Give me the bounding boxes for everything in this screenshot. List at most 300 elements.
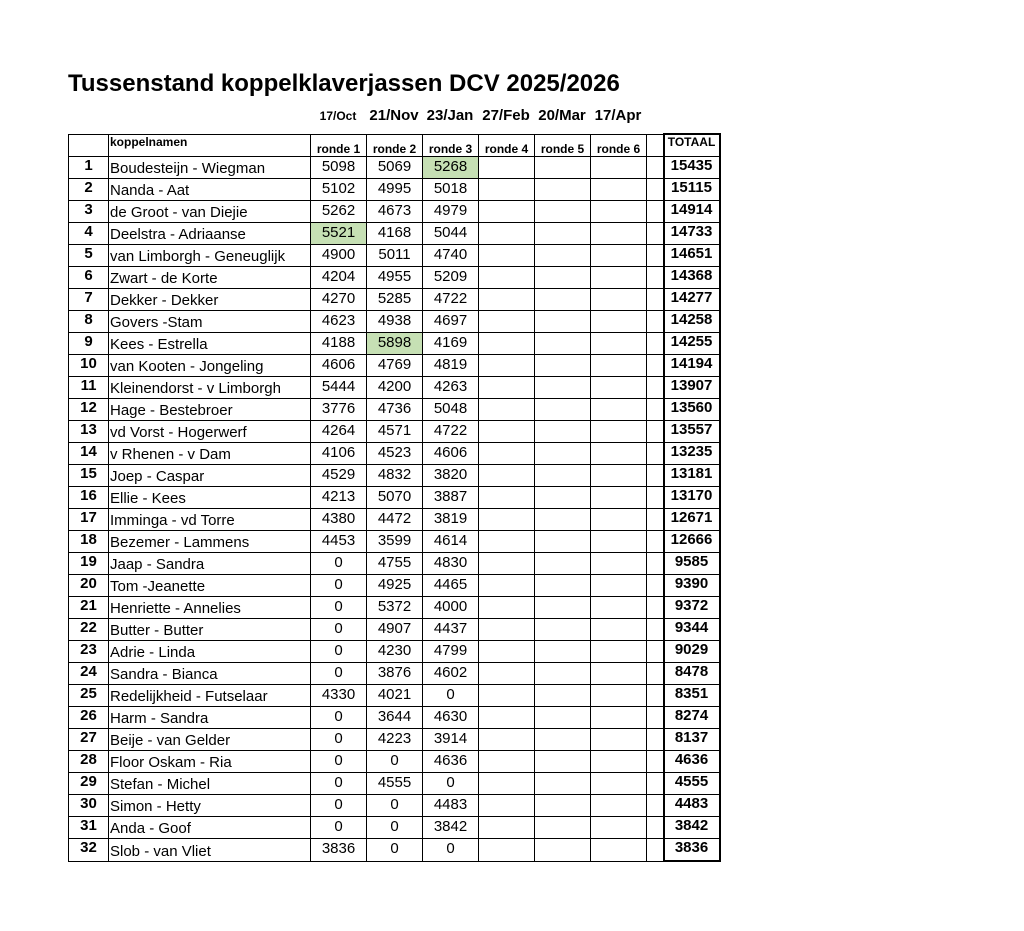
row-position: 23 — [69, 641, 109, 663]
row-gap — [647, 663, 664, 685]
couple-name: Imminga - vd Torre — [109, 509, 311, 531]
round-3-score: 5044 — [423, 223, 479, 245]
round-2-score: 4736 — [367, 399, 423, 421]
round-4-score — [479, 839, 535, 862]
header-round-6: ronde 6 — [591, 134, 647, 157]
total-score: 9372 — [664, 597, 720, 619]
round-6-score — [591, 817, 647, 839]
round-1-score: 5444 — [311, 377, 367, 399]
round-2-score: 4223 — [367, 729, 423, 751]
round-4-score — [479, 751, 535, 773]
round-3-score: 4483 — [423, 795, 479, 817]
round-1-score: 0 — [311, 751, 367, 773]
row-position: 17 — [69, 509, 109, 531]
table-row — [69, 421, 720, 443]
row-position: 3 — [69, 201, 109, 223]
row-gap — [647, 817, 664, 839]
couple-name: Zwart - de Korte — [109, 267, 311, 289]
round-2-score: 4021 — [367, 685, 423, 707]
row-gap — [647, 223, 664, 245]
table-row — [69, 685, 720, 707]
round-6-score — [591, 465, 647, 487]
round-6-score — [591, 773, 647, 795]
round-4-score — [479, 355, 535, 377]
row-gap — [647, 531, 664, 553]
table-row — [69, 729, 720, 751]
round-2-score: 0 — [367, 795, 423, 817]
row-position: 29 — [69, 773, 109, 795]
round-5-score — [535, 443, 591, 465]
total-score: 4636 — [664, 751, 720, 773]
round-6-score — [591, 795, 647, 817]
round-3-score: 5268 — [423, 157, 479, 179]
round-6-score — [591, 531, 647, 553]
table-row — [69, 641, 720, 663]
round-2-score: 4995 — [367, 179, 423, 201]
round-5-score — [535, 597, 591, 619]
round-6-score — [591, 421, 647, 443]
round-1-score: 4453 — [311, 531, 367, 553]
round-1-score: 3776 — [311, 399, 367, 421]
round-6-score — [591, 729, 647, 751]
round-3-score: 3842 — [423, 817, 479, 839]
row-gap — [647, 443, 664, 465]
total-score: 14194 — [664, 355, 720, 377]
round-1-score: 4264 — [311, 421, 367, 443]
row-gap — [647, 245, 664, 267]
round-4-score — [479, 619, 535, 641]
couple-name: Floor Oskam - Ria — [109, 751, 311, 773]
round-3-score: 4614 — [423, 531, 479, 553]
row-gap — [647, 575, 664, 597]
row-gap — [647, 619, 664, 641]
round-1-score: 0 — [311, 553, 367, 575]
total-score: 8478 — [664, 663, 720, 685]
round-4-score — [479, 377, 535, 399]
round-1-score: 4188 — [311, 333, 367, 355]
round-6-score — [591, 377, 647, 399]
round-1-score: 0 — [311, 795, 367, 817]
round-5-score — [535, 487, 591, 509]
row-position: 20 — [69, 575, 109, 597]
couple-name: Adrie - Linda — [109, 641, 311, 663]
round-6-score — [591, 619, 647, 641]
round-1-score: 3836 — [311, 839, 367, 862]
total-score: 14733 — [664, 223, 720, 245]
round-3-score: 4636 — [423, 751, 479, 773]
round-1-score: 4623 — [311, 311, 367, 333]
round-2-score: 4938 — [367, 311, 423, 333]
row-position: 1 — [69, 157, 109, 179]
round-4-score — [479, 685, 535, 707]
table-row — [69, 773, 720, 795]
round-4-score — [479, 201, 535, 223]
round-6-score — [591, 355, 647, 377]
row-position: 25 — [69, 685, 109, 707]
round-1-score: 4529 — [311, 465, 367, 487]
row-gap — [647, 355, 664, 377]
total-score: 14258 — [664, 311, 720, 333]
round-5-score — [535, 641, 591, 663]
row-gap — [647, 509, 664, 531]
round-1-score: 0 — [311, 729, 367, 751]
round-1-score: 0 — [311, 597, 367, 619]
total-score: 8351 — [664, 685, 720, 707]
row-position: 26 — [69, 707, 109, 729]
round-4-score — [479, 311, 535, 333]
round-3-score: 5209 — [423, 267, 479, 289]
row-gap — [647, 839, 664, 862]
header-round-3: ronde 3 — [423, 134, 479, 157]
round-2-score: 5070 — [367, 487, 423, 509]
round-5-score — [535, 289, 591, 311]
round-5-score — [535, 729, 591, 751]
round-6-score — [591, 311, 647, 333]
row-gap — [647, 685, 664, 707]
table-row — [69, 443, 720, 465]
round-3-score: 4819 — [423, 355, 479, 377]
date-round-6: 17/Apr — [594, 107, 642, 124]
round-3-score: 4722 — [423, 421, 479, 443]
round-3-score: 5018 — [423, 179, 479, 201]
round-3-score: 4799 — [423, 641, 479, 663]
round-2-score: 4832 — [367, 465, 423, 487]
total-score: 4555 — [664, 773, 720, 795]
row-gap — [647, 641, 664, 663]
round-1-score: 0 — [311, 619, 367, 641]
row-position: 16 — [69, 487, 109, 509]
round-1-score: 0 — [311, 663, 367, 685]
total-score: 8137 — [664, 729, 720, 751]
round-1-score: 4900 — [311, 245, 367, 267]
row-position: 19 — [69, 553, 109, 575]
round-5-score — [535, 377, 591, 399]
row-position: 9 — [69, 333, 109, 355]
table-row — [69, 817, 720, 839]
round-6-score — [591, 443, 647, 465]
row-position: 21 — [69, 597, 109, 619]
round-4-score — [479, 641, 535, 663]
date-round-2: 21/Nov — [369, 107, 419, 124]
round-1-score: 0 — [311, 575, 367, 597]
round-5-score — [535, 685, 591, 707]
table-row — [69, 509, 720, 531]
round-6-score — [591, 641, 647, 663]
row-position: 14 — [69, 443, 109, 465]
round-4-score — [479, 333, 535, 355]
total-score: 12671 — [664, 509, 720, 531]
total-score: 14255 — [664, 333, 720, 355]
header-pos — [69, 134, 109, 157]
round-3-score: 3820 — [423, 465, 479, 487]
round-3-score: 4169 — [423, 333, 479, 355]
couple-name: Nanda - Aat — [109, 179, 311, 201]
round-6-score — [591, 289, 647, 311]
table-row — [69, 223, 720, 245]
round-3-score: 4465 — [423, 575, 479, 597]
round-2-score: 4230 — [367, 641, 423, 663]
round-4-score — [479, 399, 535, 421]
round-1-score: 0 — [311, 641, 367, 663]
round-4-score — [479, 179, 535, 201]
round-2-score: 4472 — [367, 509, 423, 531]
couple-name: Harm - Sandra — [109, 707, 311, 729]
row-gap — [647, 773, 664, 795]
round-4-score — [479, 531, 535, 553]
table-row — [69, 333, 720, 355]
round-2-score: 5011 — [367, 245, 423, 267]
round-1-score: 5262 — [311, 201, 367, 223]
couple-name: Slob - van Vliet — [109, 839, 311, 862]
round-3-score: 3887 — [423, 487, 479, 509]
round-1-score: 0 — [311, 773, 367, 795]
couple-name: Ellie - Kees — [109, 487, 311, 509]
header-gap — [647, 134, 664, 157]
round-5-score — [535, 817, 591, 839]
round-5-score — [535, 421, 591, 443]
total-score: 9390 — [664, 575, 720, 597]
round-3-score: 4602 — [423, 663, 479, 685]
round-3-score: 4606 — [423, 443, 479, 465]
total-score: 12666 — [664, 531, 720, 553]
round-2-score: 4769 — [367, 355, 423, 377]
row-position: 12 — [69, 399, 109, 421]
round-5-score — [535, 751, 591, 773]
round-4-score — [479, 729, 535, 751]
header-round-4: ronde 4 — [479, 134, 535, 157]
row-gap — [647, 377, 664, 399]
date-round-1: 17/Oct — [319, 109, 357, 123]
couple-name: Govers -Stam — [109, 311, 311, 333]
round-2-score: 4925 — [367, 575, 423, 597]
table-row — [69, 465, 720, 487]
round-1-score: 4270 — [311, 289, 367, 311]
total-score: 13181 — [664, 465, 720, 487]
round-1-score: 5098 — [311, 157, 367, 179]
table-row — [69, 531, 720, 553]
row-position: 11 — [69, 377, 109, 399]
round-6-score — [591, 597, 647, 619]
round-6-score — [591, 201, 647, 223]
total-score: 14277 — [664, 289, 720, 311]
round-2-score: 5285 — [367, 289, 423, 311]
row-position: 32 — [69, 839, 109, 862]
round-5-score — [535, 795, 591, 817]
total-score: 15115 — [664, 179, 720, 201]
round-3-score: 0 — [423, 685, 479, 707]
couple-name: Henriette - Annelies — [109, 597, 311, 619]
round-3-score: 4000 — [423, 597, 479, 619]
round-2-score: 4523 — [367, 443, 423, 465]
round-2-score: 5372 — [367, 597, 423, 619]
round-2-score: 4555 — [367, 773, 423, 795]
round-6-score — [591, 245, 647, 267]
couple-name: Stefan - Michel — [109, 773, 311, 795]
round-5-score — [535, 333, 591, 355]
header-round-2: ronde 2 — [367, 134, 423, 157]
couple-name: Bezemer - Lammens — [109, 531, 311, 553]
table-row — [69, 311, 720, 333]
couple-name: van Kooten - Jongeling — [109, 355, 311, 377]
couple-name: Kees - Estrella — [109, 333, 311, 355]
round-2-score: 4571 — [367, 421, 423, 443]
round-2-score: 4673 — [367, 201, 423, 223]
round-2-score: 0 — [367, 751, 423, 773]
round-4-score — [479, 289, 535, 311]
row-position: 22 — [69, 619, 109, 641]
table-row — [69, 795, 720, 817]
round-1-score: 4330 — [311, 685, 367, 707]
couple-name: Joep - Caspar — [109, 465, 311, 487]
round-3-score: 5048 — [423, 399, 479, 421]
couple-name: Deelstra - Adriaanse — [109, 223, 311, 245]
round-3-score: 0 — [423, 773, 479, 795]
row-position: 8 — [69, 311, 109, 333]
round-2-score: 4168 — [367, 223, 423, 245]
round-4-score — [479, 223, 535, 245]
round-5-score — [535, 355, 591, 377]
round-6-score — [591, 839, 647, 862]
round-1-score: 0 — [311, 817, 367, 839]
total-score: 3836 — [664, 839, 720, 862]
couple-name: Anda - Goof — [109, 817, 311, 839]
total-score: 4483 — [664, 795, 720, 817]
couple-name: Sandra - Bianca — [109, 663, 311, 685]
row-position: 6 — [69, 267, 109, 289]
round-3-score: 4263 — [423, 377, 479, 399]
row-gap — [647, 399, 664, 421]
round-1-score: 4204 — [311, 267, 367, 289]
row-gap — [647, 311, 664, 333]
round-1-score: 0 — [311, 707, 367, 729]
total-score: 14651 — [664, 245, 720, 267]
row-position: 2 — [69, 179, 109, 201]
round-4-score — [479, 157, 535, 179]
round-4-score — [479, 663, 535, 685]
round-1-score: 4380 — [311, 509, 367, 531]
round-3-score: 4722 — [423, 289, 479, 311]
couple-name: v Rhenen - v Dam — [109, 443, 311, 465]
page-title: Tussenstand koppelklaverjassen DCV 2025/2026 — [68, 70, 620, 97]
round-1-score: 4606 — [311, 355, 367, 377]
round-6-score — [591, 267, 647, 289]
round-6-score — [591, 157, 647, 179]
round-4-score — [479, 465, 535, 487]
table-row — [69, 839, 720, 862]
round-2-score: 4200 — [367, 377, 423, 399]
round-4-score — [479, 443, 535, 465]
date-round-4: 27/Feb — [482, 107, 530, 124]
total-score: 13170 — [664, 487, 720, 509]
round-2-score: 0 — [367, 839, 423, 862]
row-gap — [647, 333, 664, 355]
round-3-score: 4830 — [423, 553, 479, 575]
table-row — [69, 399, 720, 421]
table-row — [69, 245, 720, 267]
round-4-score — [479, 707, 535, 729]
round-5-score — [535, 773, 591, 795]
couple-name: van Limborgh - Geneuglijk — [109, 245, 311, 267]
round-6-score — [591, 707, 647, 729]
row-gap — [647, 289, 664, 311]
total-score: 8274 — [664, 707, 720, 729]
total-score: 13907 — [664, 377, 720, 399]
round-4-score — [479, 575, 535, 597]
row-gap — [647, 421, 664, 443]
couple-name: Jaap - Sandra — [109, 553, 311, 575]
standings-table — [68, 133, 721, 862]
round-4-score — [479, 597, 535, 619]
round-2-score: 0 — [367, 817, 423, 839]
row-gap — [647, 267, 664, 289]
row-gap — [647, 157, 664, 179]
round-4-score — [479, 795, 535, 817]
round-2-score: 3876 — [367, 663, 423, 685]
table-row — [69, 179, 720, 201]
row-gap — [647, 751, 664, 773]
round-5-score — [535, 311, 591, 333]
table-row — [69, 157, 720, 179]
round-3-score: 4979 — [423, 201, 479, 223]
row-position: 13 — [69, 421, 109, 443]
round-1-score: 5521 — [311, 223, 367, 245]
table-row — [69, 597, 720, 619]
round-5-score — [535, 663, 591, 685]
round-2-score: 4955 — [367, 267, 423, 289]
round-4-score — [479, 267, 535, 289]
round-5-score — [535, 575, 591, 597]
round-5-score — [535, 267, 591, 289]
round-3-score: 4740 — [423, 245, 479, 267]
round-6-score — [591, 333, 647, 355]
round-4-score — [479, 773, 535, 795]
couple-name: Dekker - Dekker — [109, 289, 311, 311]
header-total: TOTAAL — [664, 134, 720, 157]
round-5-score — [535, 707, 591, 729]
date-round-5: 20/Mar — [538, 107, 586, 124]
round-5-score — [535, 531, 591, 553]
total-score: 13557 — [664, 421, 720, 443]
row-position: 10 — [69, 355, 109, 377]
row-gap — [647, 179, 664, 201]
round-5-score — [535, 553, 591, 575]
round-2-score: 4755 — [367, 553, 423, 575]
round-6-score — [591, 223, 647, 245]
header-name: koppelnamen — [109, 134, 311, 157]
round-1-score: 4213 — [311, 487, 367, 509]
row-position: 7 — [69, 289, 109, 311]
couple-name: de Groot - van Diejie — [109, 201, 311, 223]
row-position: 30 — [69, 795, 109, 817]
row-gap — [647, 553, 664, 575]
round-4-score — [479, 487, 535, 509]
table-row — [69, 553, 720, 575]
row-gap — [647, 597, 664, 619]
round-2-score: 5898 — [367, 333, 423, 355]
table-row — [69, 289, 720, 311]
couple-name: vd Vorst - Hogerwerf — [109, 421, 311, 443]
table-row — [69, 377, 720, 399]
round-4-score — [479, 509, 535, 531]
round-3-score: 3819 — [423, 509, 479, 531]
total-score: 13235 — [664, 443, 720, 465]
row-gap — [647, 201, 664, 223]
date-round-3: 23/Jan — [426, 107, 474, 124]
round-4-score — [479, 817, 535, 839]
row-gap — [647, 465, 664, 487]
round-5-score — [535, 223, 591, 245]
couple-name: Simon - Hetty — [109, 795, 311, 817]
